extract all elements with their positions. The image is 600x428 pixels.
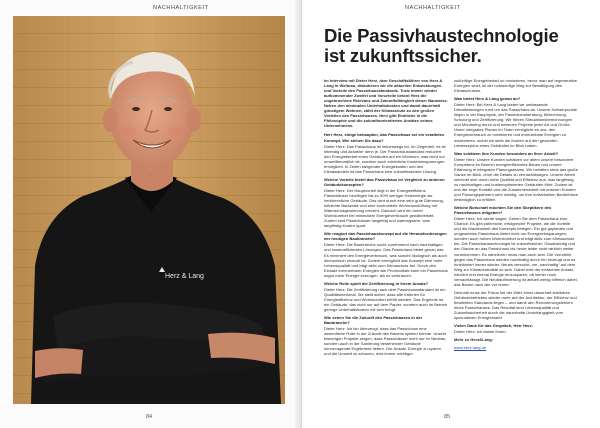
question: Wie reagiert das Passivhauskonzept auf die Herausforderungen der heutigen Baubranche? xyxy=(324,231,447,242)
text-column-left xyxy=(324,78,448,359)
answer: Dieter Herz: Das Passivhaus ist keineswegs tot. Im Gegenteil, es ist lebendig und aktueller denn je. Der Passivhausstandard reduziert den Energiebedarf eines Gebäudes auf ein Minimum, was nicht nur umweltfreundlich ist, sondern auch erhebliche Kosteneinsparungen ermöglicht. In Zeiten steigender Energiekosten und des Klimawandels ist das Passivhaus eine zukunftssichere Lösung. xyxy=(324,143,446,174)
text-column-right xyxy=(454,78,578,353)
title-line-2: ist zukunftssicher. xyxy=(324,45,482,66)
page-number-left: 84 xyxy=(146,414,153,420)
answer-continued: Deshalb muss der Fokus bei der Wahl eines dauerhaft leistbaren Gebäudebetriebes wieder mehr auf der Architektur, der Effizienz und bewährten Standards liegen – und damit den Renovierungsfehlern eines Passivhauses. Das Resultat sind Lebensqualität und Zukunftssicherheit durch die dauerhafte Unabhängigkeit vom spekulativen Energiemarkt. xyxy=(454,289,577,321)
answer: Dieter Herz: Der Hauptvorteil liegt in der Energieeffizienz. Passivhäuser benötigen bis zu 90% weniger Heizenergie als herkömmliche Gebäude. Das wird durch eine sehr gute Dämmung, luftdichte Bauweise und eine kontrollierte Wohnraumlüftung mit Wärmerückgewinnung erreicht. Dadurch wird ein hoher Wohnkomfort bei minimalem Energieverbrauch gewährleistet. Zudem sind Passivhäuser langlebig und wartungsarm, was langfristig Kosten spart. xyxy=(324,187,444,229)
portrait-illustration xyxy=(13,16,285,404)
running-head-left: NACHHALTIGKEIT xyxy=(153,5,209,11)
shirt-logo: Herz & Lang xyxy=(165,273,204,280)
article-intro: Im Interview mit Dieter Herz, dem Geschäftsführer von Herz & Lang in Weitnau, diskutieren wir die aktuellen Entwicklungen und Vorteile des Passivhausstandards. Trotz immer wieder aufkommender Zweifel und Vorurteile betont Herz die ungebrochene Relevanz und Zukunftsfähigkeit dieser Bauweise. Neben den minimalen Unterhaltskosten und damit dauerhaft günstigem Wohnen, zählt der Klimaschutz zu den großen Vorteilen des Passivhauses. Herz gibt Einblicke in die Philosophie und die zukunftsorientierten Ansätze seines Unternehmens. xyxy=(324,78,448,129)
more-info-label: Mehr zu Herz&Lang: xyxy=(454,337,494,343)
question: Herr Herz, einige behaupten, das Passivhaus sei ein veraltetes Konzept. Wie stehen Sie dazu? xyxy=(324,132,445,143)
answer: Dieter Herz: Ich bin überzeugt, dass das Passivhaus eine wesentliche Rolle in der Zukunft des Bauens spielen könnte. Unsere bisherigen Projekte zeigen, dass Passivhäuser nicht nur im Neubau, sondern auch in der Sanierung bestehender Gebäude hervorragende Ergebnisse liefern. Der Ansatz, Energie zu sparen und die Umwelt zu schonen, wird immer wichtiger. xyxy=(324,326,447,357)
left-page xyxy=(0,0,298,428)
question: Welche Botschaft möchten Sie den Skeptikern des Passivhauses mitgeben? xyxy=(454,205,552,216)
answer: Dieter Herz: Bei Herz & Lang bieten wir umfassende Dienstleistungen rund um das Passivhaus an. Unsere Schwerpunkte liegen in der Bauphysik, der Passivhausberatung, Berechnung, Schulung und Zertifizierung. Wir führen Simulationsberechnungen und Monitoring durch und betreuen Projekte jeder Art und Größe. Unser integrales Planen im Team ermöglicht es uns, den Energieverbrauch zu minimieren und erneuerbare Energien zu maximieren, wobei wir stets die Kosten auf den gesamten Lebenszyklus eines Gebäudes im Blick haben. xyxy=(454,102,578,148)
answer: Dieter Herz: Unsere Kunden schätzen vor allem unsere besondere Kompetenz im Bereich energieeffizientes Bauen und unsere Erfahrung in integralen Planungsteams. Wir behalten stets das große Ganze im Blick, ohne die Details zu vernachlässigen. Unsere Arbeit zeichnet sich durch hohe Qualität und Effizienz aus, was langfristig zu nachhaltigen und kostenoptimierten Gebäuden führt. Zudem ist uns der enge Kontakt und die Zusammenarbeit mit unseren Kunden und Planungspartnern sehr wichtig, um ihre individuellen Bedürfnisse bestmöglich zu erfüllen. xyxy=(454,156,578,203)
portrait-photo xyxy=(13,16,285,404)
answer: Dieter Herz: Die Zertifizierung nach dem Passivhausstandard ist ein Qualitätsmerkmal. Sie stellt sicher, dass alle Kriterien für Energieeffizienz und Wohnkomfort erfüllt werden. Das Ergebnis ist ein Gebäude, das nicht nur auf dem Papier, sondern auch im Betrieb geringe Unterhaltskosten mit sich bringt. xyxy=(324,286,448,312)
article-title xyxy=(324,26,594,66)
answer: Dieter Herz: Die Baubranche sucht zunehmend nach nachhaltigen und kosteneffizienten Lösungen. Das Passivhaus bietet genau das. Es minimiert den Energieverbrauch, was sowohl ökologisch als auch ökonomisch sinnvoll ist. Zudem ermöglicht das Konzept eine hohe Lebensqualität und trägt aktiv zum Klimaschutz bei. Durch den Einsatz erneuerbarer Energien wie Photovoltaik kann ein Passivhaus sogar mehr Energie erzeugen, als es verbraucht. xyxy=(324,242,448,278)
closing-answer: Dieter Herz: Ich danke Ihnen. xyxy=(454,329,507,335)
question: Was bietet Herz & Lang genau an? xyxy=(454,96,521,102)
right-page xyxy=(302,0,600,428)
closing-question: Vielen Dank für das Gespräch, Herr Herz. xyxy=(454,323,533,329)
page-number-right: 85 xyxy=(444,414,451,420)
question: Welche Vorteile bietet das Passivhaus im Vergleich zu anderen Gebäudekonzepten? xyxy=(324,176,445,187)
question: Was schätzen Ihre Kunden besonders an Ihrer Arbeit? xyxy=(454,150,559,156)
answer: Dieter Herz: Ich würde sagen: Geben Sie dem Passivhaus eine Chance. Es gibt zahlreiche, erfolgreiche Projekte, die die Vorteile und die Machbarkeit des Konzepts belegen. Ein gut geplantes und umgesetztes Passivhaus bietet nicht nur Energieeinsparungen, sondern auch hohen Wohnkomfort und trägt aktiv zum Klimaschutz bei. Die Passivhaustechnologie ist zukunftssicher, Glaubwürdig und der Glaube an das Passivhaus bis heute leider nicht wirklich weiter vorankommen. Es nahelenen muss man auch sein. Die Vorurteile gegen das Passivhaus werden nachhaltig durch ihn bezeugt und es funktioniert immer wieder. Neues versucht, um „nachhaltig“ auf dem Weg zur Klimaneutralität zu sein. Dabei wird der einfachste Ansatz, nämlich erst einmal Energie einzusparen, oft immer noch vernachlässigt. Die Neubauförderung ist aktuell wenig hilfreich dabei, das Bauen nach wie vor teurer. xyxy=(454,216,578,287)
question: Wie sehen Sie die Zukunft des Passivhauses in der Baubranche? xyxy=(324,315,423,326)
website-link[interactable]: www.herz-lang.de xyxy=(454,345,487,351)
title-line-1: Die Passivhaustechnologie xyxy=(324,25,559,46)
answer-continued: zukünftige Energiebedarf so minimieren, bevor man auf regenerative Energien setzt, ist der notwendige Weg zur Bewältigung des Klimaschutzes. xyxy=(454,78,578,94)
question: Welche Rolle spielt die Zertifizierung in Ihrem Ansatz? xyxy=(324,280,429,286)
running-head-right: NACHHALTIGKEIT xyxy=(405,5,461,11)
